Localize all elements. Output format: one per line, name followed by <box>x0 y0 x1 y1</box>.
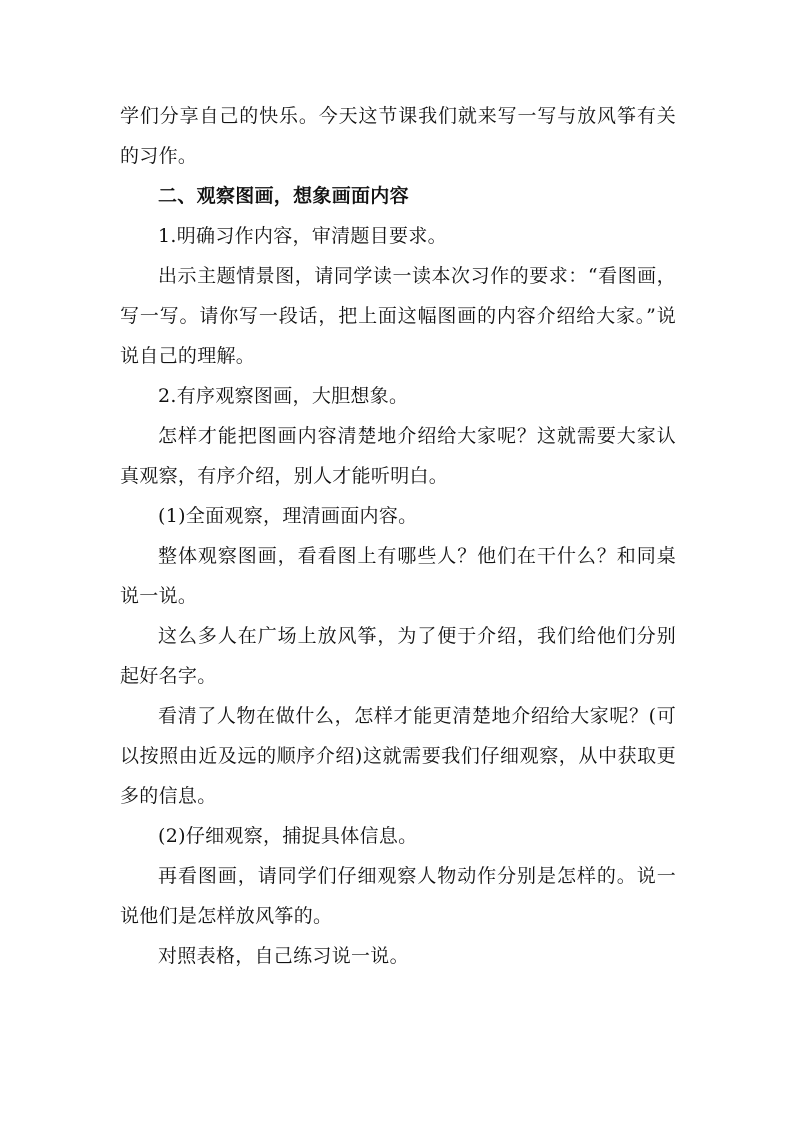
step-heading-2: 2.有序观察图画，大胆想象。 <box>158 385 409 407</box>
step-heading-1: 1.明确习作内容，审清题目要求。 <box>158 225 447 247</box>
paragraph-order: 看清了人物在做什么，怎样才能更清楚地介绍给大家呢？(可以按照由近及远的顺序介绍)这就需要我们仔细观察，从中获取更多的信息。 <box>120 705 676 807</box>
paragraph-intro-continuation: 学们分享自己的快乐。今天这节课我们就来写一写与放风筝有关的习作。 <box>120 105 676 167</box>
section-heading: 二、观察图画，想象画面内容 <box>158 185 409 207</box>
substep-heading-2: (2)仔细观察，捕捉具体信息。 <box>158 825 418 847</box>
paragraph-actions: 再看图画，请同学们仔细观察人物动作分别是怎样的。说一说他们是怎样放风筝的。 <box>120 865 676 927</box>
paragraph-observe: 怎样才能把图画内容清楚地介绍给大家呢？这就需要大家认真观察，有序介绍，别人才能听明白。 <box>120 425 676 487</box>
paragraph-requirements: 出示主题情景图，请同学读一读本次习作的要求：“看图画，写一写。请你写一段话，把上面这幅图画的内容介绍给大家。”说说自己的理解。 <box>120 265 676 367</box>
document-body <box>120 96 676 976</box>
paragraph-names: 这么多人在广场上放风筝，为了便于介绍，我们给他们分别起好名字。 <box>120 625 676 687</box>
paragraph-practice: 对照表格，自己练习说一说。 <box>158 945 409 967</box>
substep-heading-1: (1)全面观察，理清画面内容。 <box>158 505 418 527</box>
paragraph-overall: 整体观察图画，看看图上有哪些人？他们在干什么？和同桌说一说。 <box>120 545 676 607</box>
